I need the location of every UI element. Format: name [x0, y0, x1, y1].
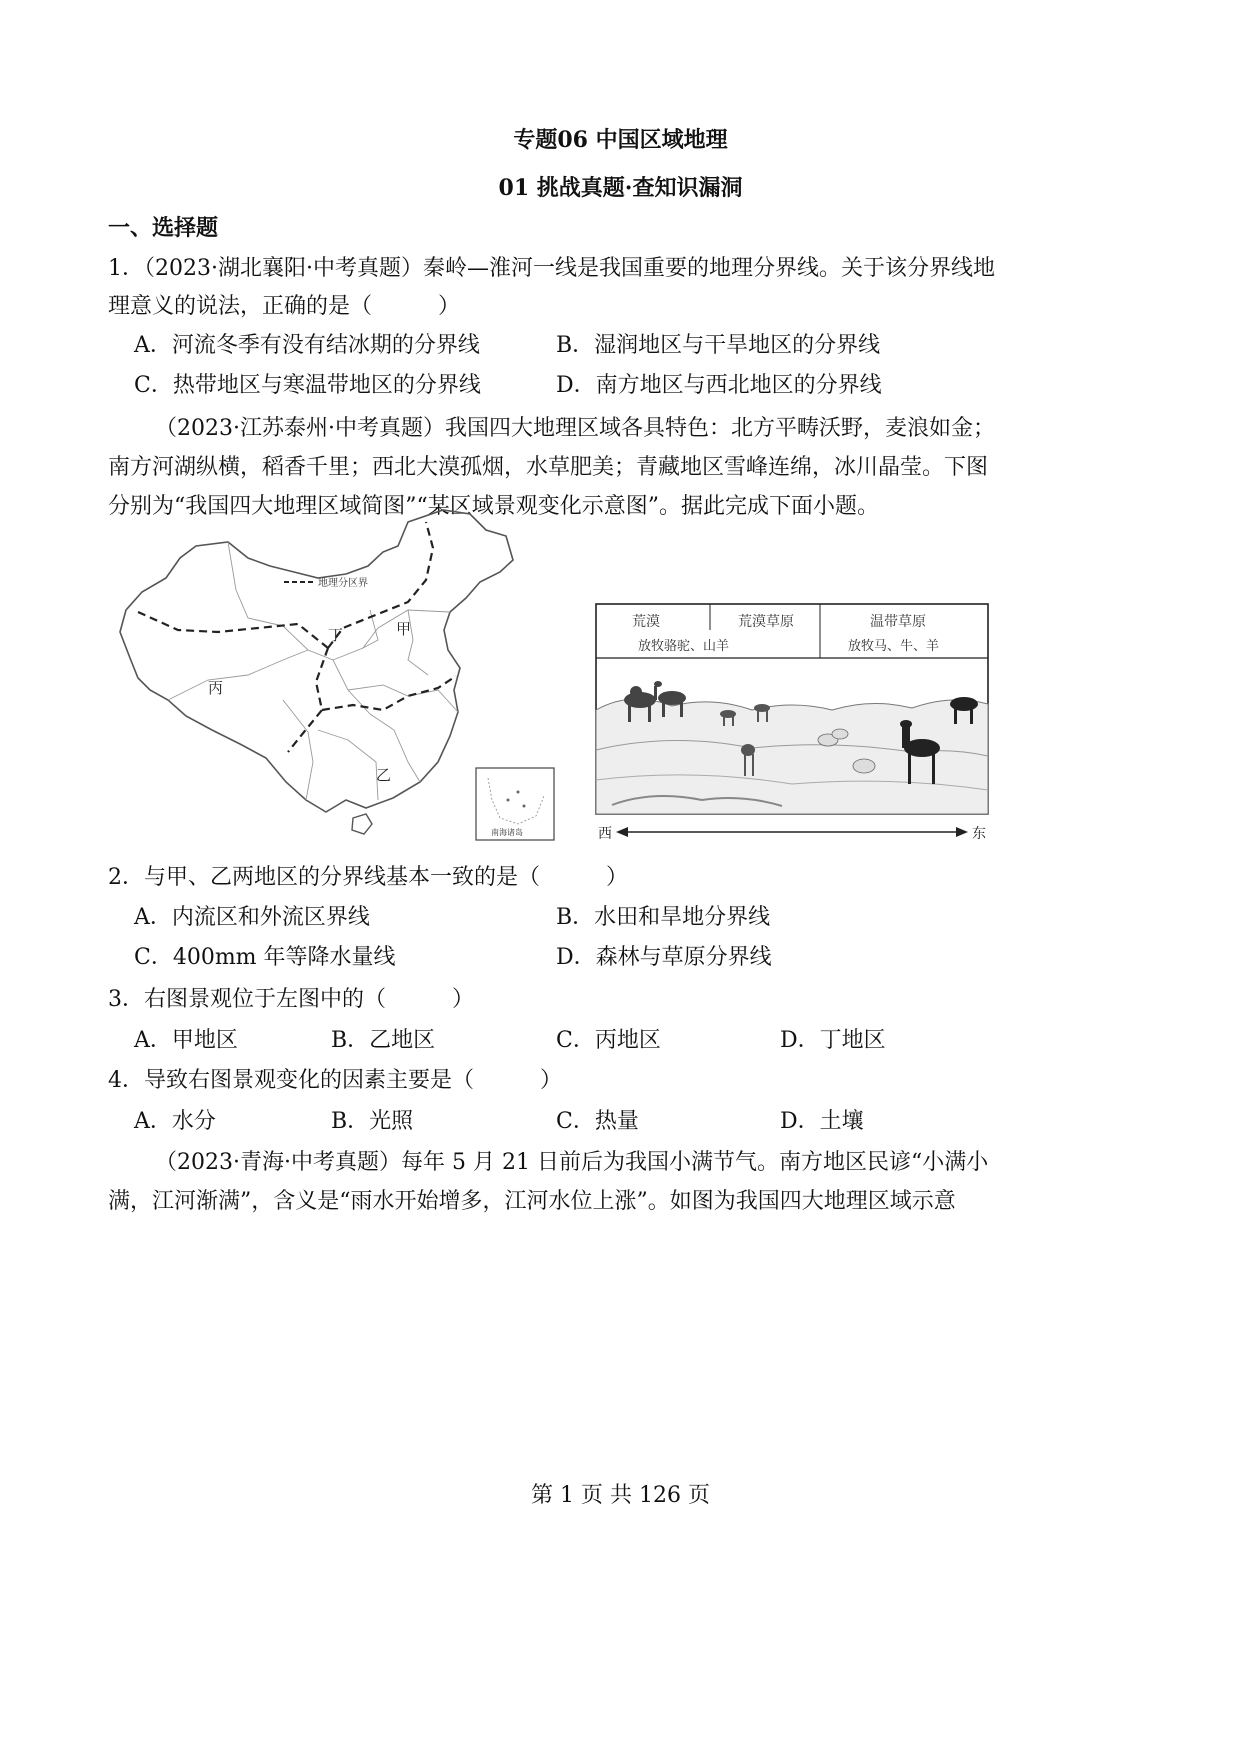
q3-option-c: C．丙地区	[556, 1028, 661, 1053]
region-label-jia: 甲	[396, 620, 412, 638]
inset-label: 南海诸岛	[491, 828, 523, 837]
document-title: 专题06 中国区域地理	[513, 127, 728, 153]
region-label-bing: 丙	[208, 679, 224, 697]
passage3-line1: （2023·青海·中考真题）每年 5 月 21 日前后为我国小满节气。南方地区民谚“小满小	[155, 1150, 989, 1175]
q3-option-d: D．丁地区	[780, 1028, 886, 1053]
passage2-line2: 南方河湖纵横，稻香千里；西北大漠孤烟，水草肥美；青藏地区雪峰连绵，冰川晶莹。下图	[108, 455, 989, 480]
q2-option-b: B．水田和旱地分界线	[556, 905, 771, 930]
province-boundaries	[168, 542, 458, 800]
zone-desert: 荒漠	[632, 614, 660, 630]
section-heading: 一、选择题	[108, 215, 219, 241]
hainan-island	[352, 814, 372, 834]
q2-stem: 2．与甲、乙两地区的分界线基本一致的是（ ）	[108, 865, 628, 890]
q4-option-c: C．热量	[556, 1109, 639, 1134]
arrow-east	[956, 827, 968, 837]
q1-option-b: B．湿润地区与干旱地区的分界线	[556, 333, 881, 358]
q1-stem-line2: 理意义的说法，正确的是（ ）	[108, 294, 461, 319]
q1-stem-line1: 1．（2023·湖北襄阳·中考真题）秦岭—淮河一线是我国重要的地理分界线。关于该分界线地	[108, 256, 995, 281]
zone-temperate-steppe: 温带草原	[870, 614, 926, 630]
region-label-ding: 丁	[328, 626, 344, 644]
document-subtitle: 01 挑战真题·查知识漏洞	[498, 175, 743, 201]
q1-option-d: D．南方地区与西北地区的分界线	[556, 373, 882, 398]
landscape-change-diagram	[592, 600, 992, 846]
herd-west: 放牧骆驼、山羊	[638, 639, 730, 654]
q1-option-c: C．热带地区与寒温带地区的分界线	[134, 373, 481, 398]
q1-option-a: A．河流冬季有没有结冰期的分界线	[134, 333, 480, 358]
q2-option-a: A．内流区和外流区界线	[134, 905, 370, 930]
china-outline	[120, 510, 513, 812]
legend-label: 地理分区界	[318, 578, 368, 589]
q2-option-c: C．400mm 年等降水量线	[134, 945, 396, 970]
label-east: 东	[972, 826, 986, 842]
passage3-line2: 满，江河渐满”，含义是“雨水开始增多，江河水位上涨”。如图为我国四大地理区域示意	[108, 1189, 956, 1214]
q4-option-b: B．光照	[331, 1109, 414, 1134]
q3-option-a: A．甲地区	[134, 1028, 238, 1053]
q2-option-d: D．森林与草原分界线	[556, 945, 772, 970]
q4-option-a: A．水分	[134, 1109, 216, 1134]
passage2-line3: 分别为“我国四大地理区域简图”“某区域景观变化示意图”。据此完成下面小题。	[108, 494, 879, 519]
passage2-line1: （2023·江苏泰州·中考真题）我国四大地理区域各具特色：北方平畴沃野，麦浪如金；	[155, 416, 995, 441]
arrow-west	[616, 827, 628, 837]
herd-east: 放牧马、牛、羊	[848, 639, 940, 654]
q4-stem: 4．导致右图景观变化的因素主要是（ ）	[108, 1068, 562, 1093]
q3-option-b: B．乙地区	[331, 1028, 436, 1053]
page-number-footer: 第 1 页 共 126 页	[531, 1483, 710, 1508]
china-regions-map	[108, 500, 568, 845]
region-label-yi: 乙	[376, 766, 392, 784]
q3-stem: 3．右图景观位于左图中的（ ）	[108, 987, 474, 1012]
label-west: 西	[598, 826, 612, 842]
q4-option-d: D．土壤	[780, 1109, 864, 1134]
zone-desert-steppe: 荒漠草原	[738, 614, 794, 630]
